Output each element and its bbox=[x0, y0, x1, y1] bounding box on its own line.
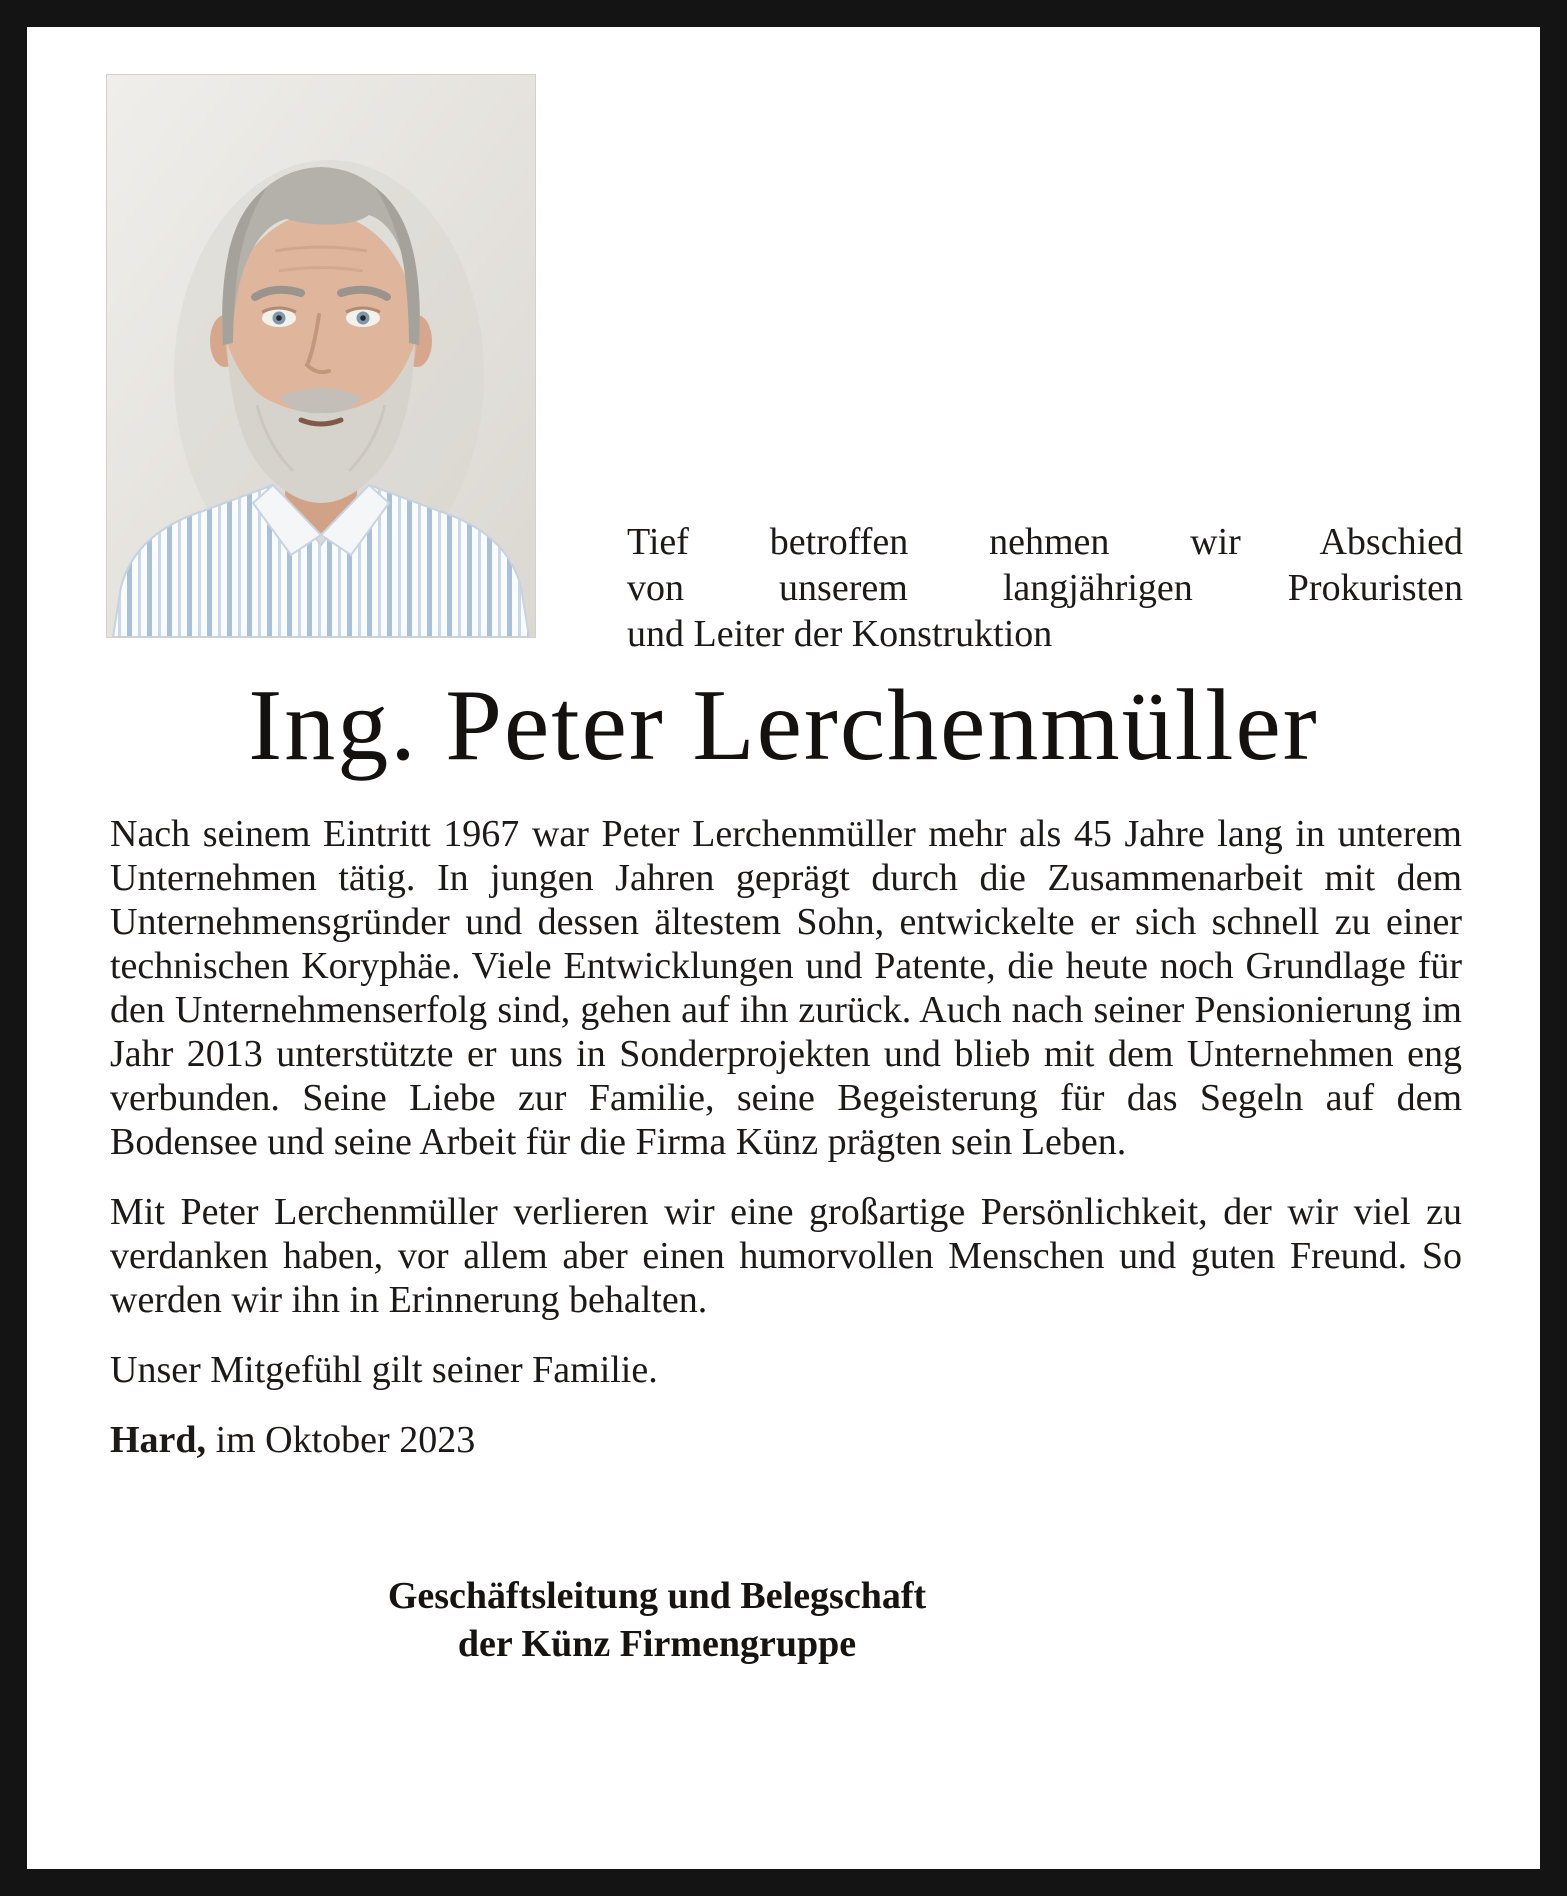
signature-line-1: Geschäftsleitung und Belegschaft bbox=[387, 1575, 927, 1617]
intro-text bbox=[627, 519, 1463, 657]
intro-line: von unserem langjährigen Prokuristen bbox=[627, 567, 1463, 609]
portrait-photo bbox=[107, 75, 535, 637]
dateline bbox=[110, 1418, 1462, 1462]
dateline-place: Hard, bbox=[110, 1419, 207, 1461]
dateline-date: im Oktober 2023 bbox=[206, 1419, 476, 1461]
body-text bbox=[110, 812, 1462, 1488]
paragraph-condolence: Unser Mitgefühl gilt seiner Familie. bbox=[110, 1349, 658, 1391]
signature-line-2: der Künz Firmengruppe bbox=[457, 1623, 857, 1665]
paragraph-biography: Nach seinem Eintritt 1967 war Peter Lerchenmüller mehr als 45 Jahre lang in unterem Unternehmen tätig. In jungen Jahren geprägt durch die Zusammenarbeit mit dem Unternehmensgründer und dessen ältestem Sohn, entwickelte er sich schnell zu einer technischen Koryphäe. Viele Entwicklungen und Patente, die heute noch Grundlage für den Unternehmenserfolg sind, gehen auf ihn zurück. Auch nach seiner Pensionierung im Jahr 2013 unterstützte er uns in Sonderprojekten und blieb mit dem Unternehmen eng verbunden. Seine Liebe zur Familie, seine Begeisterung für das Segeln auf dem Bodensee und seine Arbeit für die Firma Künz prägten sein Leben. bbox=[110, 813, 1462, 1163]
signature-block bbox=[27, 1572, 1287, 1668]
deceased-name-title: Ing. Peter Lerchenmüller bbox=[248, 669, 1319, 782]
intro-line: Tief betroffen nehmen wir Abschied bbox=[627, 521, 1463, 563]
paragraph-tribute: Mit Peter Lerchenmüller verlieren wir eine großartige Persönlichkeit, der wir viel zu verdanken haben, vor allem aber einen humorvollen Menschen und guten Freund. So werden wir ihn in Erinnerung behalten. bbox=[110, 1191, 1462, 1321]
intro-line: und Leiter der Konstruktion bbox=[627, 613, 1053, 655]
portrait-illustration bbox=[107, 75, 535, 637]
obituary-sheet bbox=[27, 27, 1540, 1869]
